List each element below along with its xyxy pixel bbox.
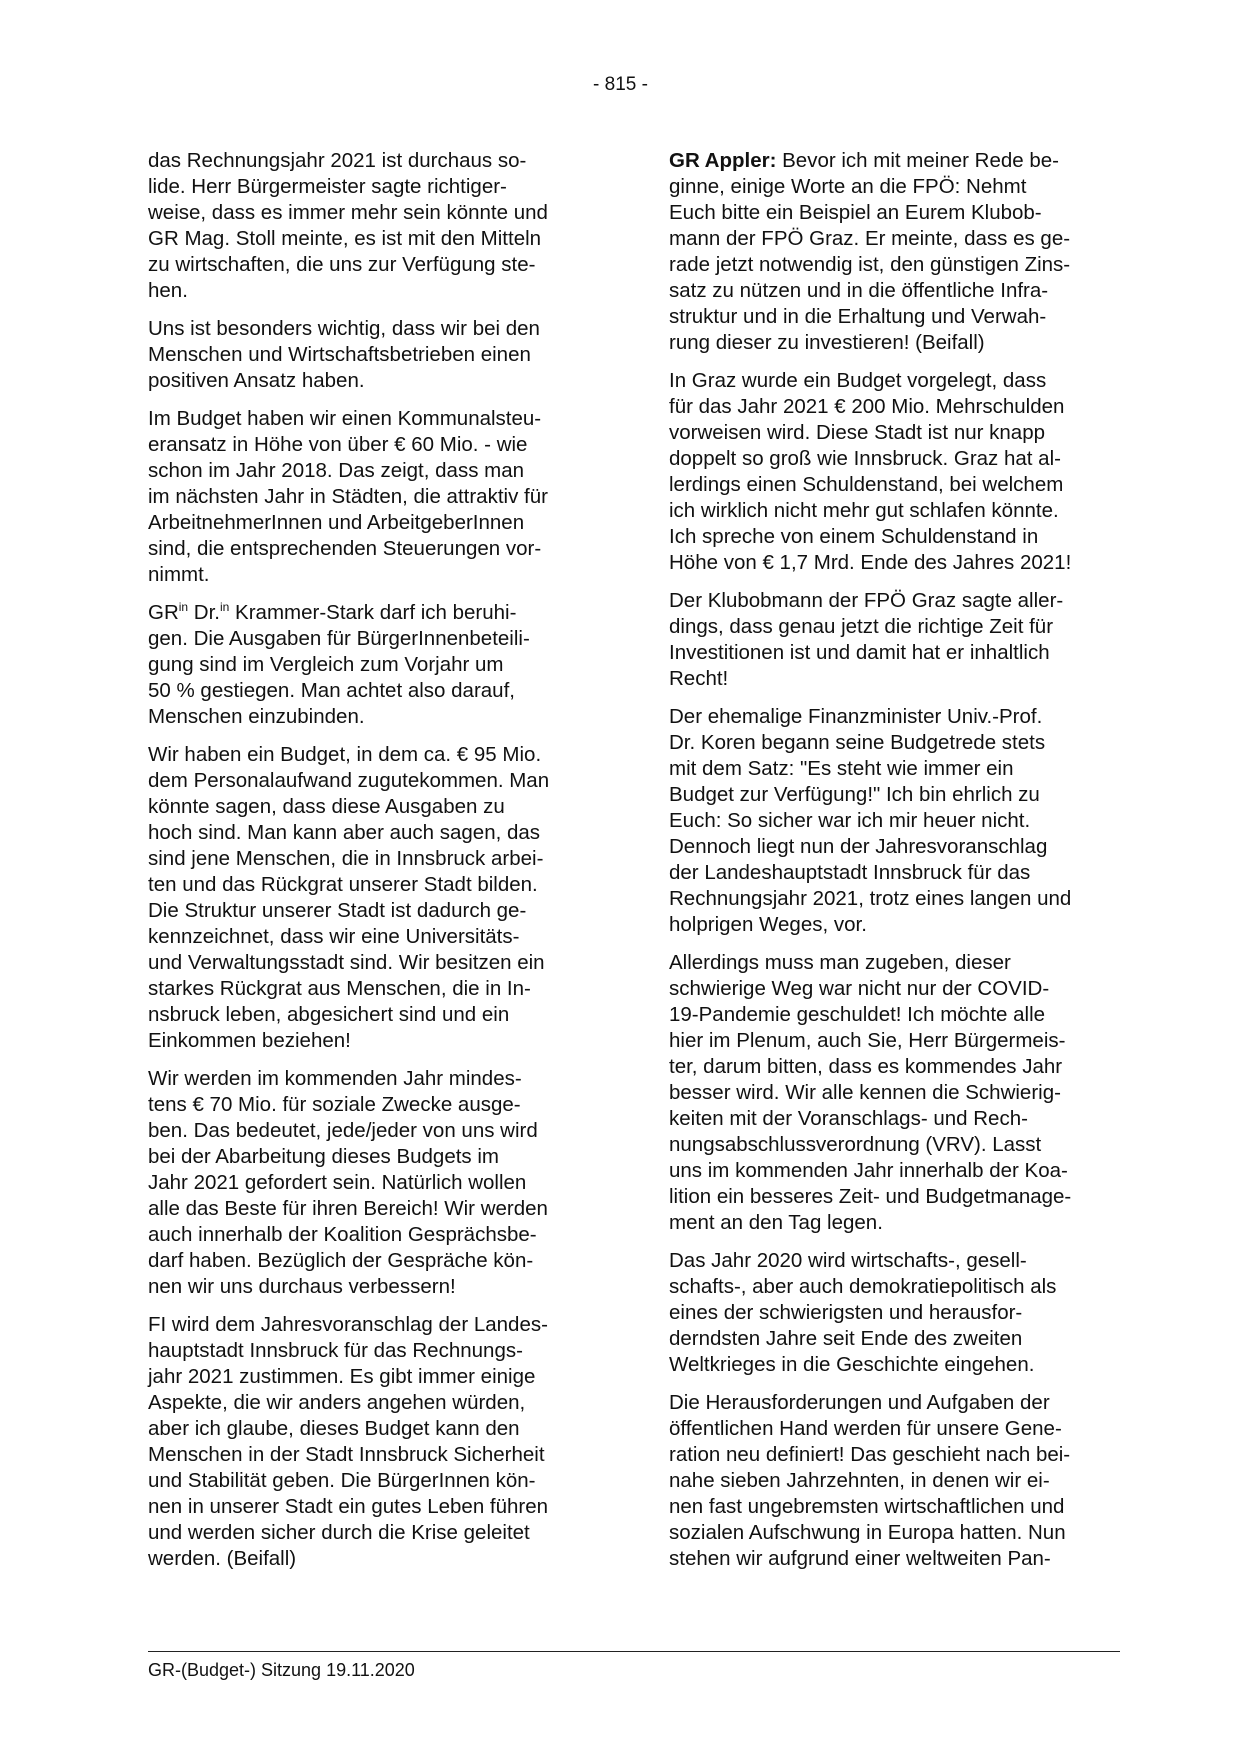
text-line: Euch bitte ein Beispiel an Eurem Klubob-: [669, 201, 1042, 224]
paragraph: [669, 704, 1129, 938]
text-line: starkes Rückgrat aus Menschen, die in In-: [148, 977, 531, 1000]
text-line: [669, 148, 1129, 174]
text-line: Budget zur Verfügung!" Ich bin ehrlich zu: [669, 783, 1040, 806]
text-line: 50 % gestiegen. Man achtet also darauf,: [148, 679, 515, 702]
text-line: Dr. Koren begann seine Budgetrede stets: [669, 731, 1046, 754]
text-line: lide. Herr Bürgermeister sagte richtiger-: [148, 175, 507, 198]
text-line: [148, 600, 608, 626]
text-fragment: Krammer-Stark darf ich beruhi-: [229, 601, 517, 624]
text-line: Uns ist besonders wichtig, dass wir bei den: [148, 317, 540, 340]
text-line: ArbeitnehmerInnen und ArbeitgeberInnen: [148, 511, 525, 534]
text-line: satz zu nützen und in die öffentliche Infra-: [669, 279, 1049, 302]
text-line: öffentlichen Hand werden für unsere Gene-: [669, 1417, 1062, 1440]
text-line: ten und das Rückgrat unserer Stadt bilden.: [148, 873, 538, 896]
text-line: Einkommen beziehen!: [148, 1029, 351, 1052]
text-line: dem Personalaufwand zugutekommen. Man: [148, 769, 550, 792]
text-line: Euch: So sicher war ich mir heuer nicht.: [669, 809, 1031, 832]
paragraph: [148, 742, 608, 1054]
text-line: Dennoch liegt nun der Jahresvoranschlag: [669, 835, 1048, 858]
paragraph: [148, 600, 608, 730]
text-line: nen wir uns durchaus verbessern!: [148, 1275, 456, 1298]
text-line: alle das Beste für ihren Bereich! Wir werden: [148, 1197, 548, 1220]
gender-suffix: in: [220, 600, 230, 614]
text-line: sind, die entsprechenden Steuerungen vor-: [148, 537, 542, 560]
page-number: - 815 -: [593, 74, 648, 95]
text-line: Menschen einzubinden.: [148, 705, 365, 728]
text-line: Die Herausforderungen und Aufgaben der: [669, 1391, 1050, 1414]
text-line: positiven Ansatz haben.: [148, 369, 365, 392]
text-line: nen fast ungebremsten wirtschaftlichen und: [669, 1495, 1065, 1518]
text-line: uns im kommenden Jahr innerhalb der Koa-: [669, 1159, 1068, 1182]
paragraph: [669, 1390, 1129, 1572]
left-column: [148, 148, 608, 1584]
paragraph: [669, 1248, 1129, 1378]
text-line: ment an den Tag legen.: [669, 1211, 883, 1234]
text-line: zu wirtschaften, die uns zur Verfügung ste-: [148, 253, 536, 276]
text-line: ginne, einige Worte an die FPÖ: Nehmt: [669, 175, 1027, 198]
text-line: Recht!: [669, 667, 729, 690]
text-line: Im Budget haben wir einen Kommunalsteu-: [148, 407, 542, 430]
text-line: werden. (Beifall): [148, 1547, 297, 1570]
text-line: Aspekte, die wir anders angehen würden,: [148, 1391, 526, 1414]
text-line: Die Struktur unserer Stadt ist dadurch ge-: [148, 899, 527, 922]
text-line: der Landeshauptstadt Innsbruck für das: [669, 861, 1031, 884]
text-line: nahe sieben Jahrzehnten, in denen wir ei-: [669, 1469, 1050, 1492]
dr-title: Dr.: [188, 601, 220, 624]
text-line: nimmt.: [148, 563, 210, 586]
text-line: schafts-, aber auch demokratiepolitisch als: [669, 1275, 1057, 1298]
text-line: eransatz in Höhe von über € 60 Mio. - wie: [148, 433, 528, 456]
text-line: mann der FPÖ Graz. Er meinte, dass es ge-: [669, 227, 1071, 250]
right-column: [669, 148, 1129, 1584]
text-line: hauptstadt Innsbruck für das Rechnungs-: [148, 1339, 523, 1362]
text-line: rung dieser zu investieren! (Beifall): [669, 331, 985, 354]
text-line: Investitionen ist und damit hat er inhaltlich: [669, 641, 1050, 664]
text-line: Wir werden im kommenden Jahr mindes-: [148, 1067, 522, 1090]
text-line: Allerdings muss man zugeben, dieser: [669, 951, 1011, 974]
text-line: nungsabschlussverordnung (VRV). Lasst: [669, 1133, 1042, 1156]
text-line: sind jene Menschen, die in Innsbruck arbei-: [148, 847, 544, 870]
text-line: FI wird dem Jahresvoranschlag der Landes-: [148, 1313, 548, 1336]
gender-suffix: in: [178, 600, 189, 614]
paragraph: [669, 148, 1129, 356]
paragraph: [148, 1312, 608, 1572]
text-line: 19-Pandemie geschuldet! Ich möchte alle: [669, 1003, 1046, 1026]
text-line: ter, darum bitten, dass es kommendes Jahr: [669, 1055, 1063, 1078]
text-line: nsbruck leben, abgesichert sind und ein: [148, 1003, 510, 1026]
text-line: stehen wir aufgrund einer weltweiten Pan-: [669, 1547, 1051, 1570]
text-line: Der ehemalige Finanzminister Univ.-Prof.: [669, 705, 1043, 728]
text-line: hen.: [148, 279, 188, 302]
text-line: GR Mag. Stoll meinte, es ist mit den Mitteln: [148, 227, 542, 250]
text-line: jahr 2021 zustimmen. Es gibt immer einige: [148, 1365, 536, 1388]
text-line: hier im Plenum, auch Sie, Herr Bürgermeis-: [669, 1029, 1066, 1052]
text-line: Wir haben ein Budget, in dem ca. € 95 Mio.: [148, 743, 542, 766]
text-line: Der Klubobmann der FPÖ Graz sagte aller-: [669, 589, 1064, 612]
paragraph: [148, 406, 608, 588]
text-line: hoch sind. Man kann aber auch sagen, das: [148, 821, 541, 844]
paragraph: [148, 316, 608, 394]
text-line: Rechnungsjahr 2021, trotz eines langen und: [669, 887, 1072, 910]
text-line: struktur und in die Erhaltung und Verwah-: [669, 305, 1047, 328]
paragraph: [669, 588, 1129, 692]
text-line: mit dem Satz: "Es steht wie immer ein: [669, 757, 1014, 780]
text-line: bei der Abarbeitung dieses Budgets im: [148, 1145, 500, 1168]
text-line: das Rechnungsjahr 2021 ist durchaus so-: [148, 149, 527, 172]
text-line: gen. Die Ausgaben für BürgerInnenbeteili-: [148, 627, 530, 650]
text-line: darf haben. Bezüglich der Gespräche kön-: [148, 1249, 534, 1272]
text-line: ben. Das bedeutet, jede/jeder von uns wird: [148, 1119, 538, 1142]
text-line: weise, dass es immer mehr sein könnte und: [148, 201, 548, 224]
text-line: dings, dass genau jetzt die richtige Zeit für: [669, 615, 1054, 638]
footer-divider: [148, 1651, 1120, 1652]
text-line: auch innerhalb der Koalition Gesprächsbe-: [148, 1223, 537, 1246]
text-line: aber ich glaube, dieses Budget kann den: [148, 1417, 520, 1440]
text-line: Menschen in der Stadt Innsbruck Sicherheit: [148, 1443, 545, 1466]
text-line: ration neu definiert! Das geschieht nach bei-: [669, 1443, 1071, 1466]
footer-session-label: GR-(Budget-) Sitzung 19.11.2020: [148, 1660, 415, 1680]
text-line: könnte sagen, dass diese Ausgaben zu: [148, 795, 505, 818]
text-line: lerdings einen Schuldenstand, bei welchem: [669, 473, 1064, 496]
text-line: Das Jahr 2020 wird wirtschafts-, gesell-: [669, 1249, 1027, 1272]
text-line: keiten mit der Voranschlags- und Rech-: [669, 1107, 1028, 1130]
text-line: sozialen Aufschwung in Europa hatten. Nun: [669, 1521, 1066, 1544]
text-line: rade jetzt notwendig ist, den günstigen Zins-: [669, 253, 1071, 276]
text-line: gung sind im Vergleich zum Vorjahr um: [148, 653, 504, 676]
text-line: holprigen Weges, vor.: [669, 913, 867, 936]
text-line: Weltkrieges in die Geschichte eingehen.: [669, 1353, 1035, 1376]
text-line: eines der schwierigsten und herausfor-: [669, 1301, 1023, 1324]
text-line: und Stabilität geben. Die BürgerInnen kön-: [148, 1469, 536, 1492]
text-fragment: Bevor ich mit meiner Rede be-: [776, 149, 1059, 172]
text-line: für das Jahr 2021 € 200 Mio. Mehrschulden: [669, 395, 1065, 418]
text-line: kennzeichnet, dass wir eine Universitäts-: [148, 925, 520, 948]
paragraph: [148, 1066, 608, 1300]
paragraph: [669, 950, 1129, 1236]
text-line: derndsten Jahre seit Ende des zweiten: [669, 1327, 1023, 1350]
text-line: schwierige Weg war nicht nur der COVID-: [669, 977, 1050, 1000]
text-line: Menschen und Wirtschaftsbetrieben einen: [148, 343, 531, 366]
paragraph: [669, 368, 1129, 576]
text-line: vorweisen wird. Diese Stadt ist nur knapp: [669, 421, 1046, 444]
text-line: und werden sicher durch die Krise geleitet: [148, 1521, 530, 1544]
text-line: schon im Jahr 2018. Das zeigt, dass man: [148, 459, 525, 482]
text-line: doppelt so groß wie Innsbruck. Graz hat al-: [669, 447, 1061, 470]
text-line: tens € 70 Mio. für soziale Zwecke ausge-: [148, 1093, 521, 1116]
text-line: ich wirklich nicht mehr gut schlafen könnte.: [669, 499, 1059, 522]
text-line: Jahr 2021 gefordert sein. Natürlich wollen: [148, 1171, 527, 1194]
text-line: im nächsten Jahr in Städten, die attraktiv für: [148, 485, 548, 508]
text-line: und Verwaltungsstadt sind. Wir besitzen ein: [148, 951, 545, 974]
text-line: Ich spreche von einem Schuldenstand in: [669, 525, 1039, 548]
text-line: In Graz wurde ein Budget vorgelegt, dass: [669, 369, 1047, 392]
text-line: besser wird. Wir alle kennen die Schwierig-: [669, 1081, 1061, 1104]
text-line: Höhe von € 1,7 Mrd. Ende des Jahres 2021!: [669, 551, 1072, 574]
paragraph: [148, 148, 608, 304]
gr-title: GR: [148, 601, 179, 624]
text-line: lition ein besseres Zeit- und Budgetmanage-: [669, 1185, 1072, 1208]
text-line: nen in unserer Stadt ein gutes Leben führen: [148, 1495, 549, 1518]
speaker-name: GR Appler:: [669, 149, 777, 172]
